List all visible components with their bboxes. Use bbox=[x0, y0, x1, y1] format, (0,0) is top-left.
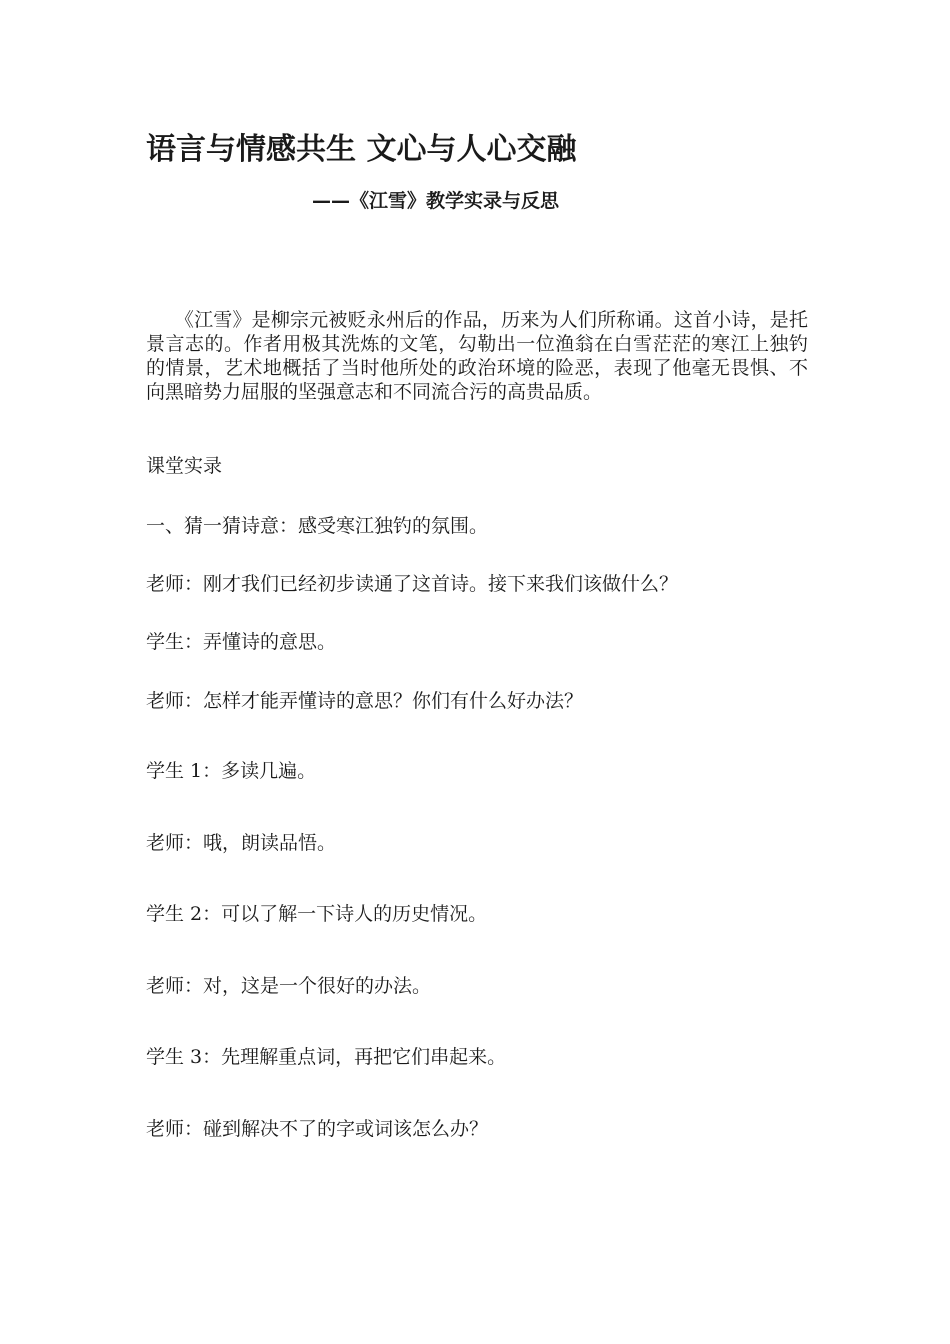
dialogue-line: 学生：弄懂诗的意思。 bbox=[146, 631, 337, 653]
dialogue-line: 老师：刚才我们已经初步读通了这首诗。接下来我们该做什么？ bbox=[146, 573, 679, 595]
part-heading: 一、猜一猜诗意：感受寒江独钓的氛围。 bbox=[146, 515, 489, 537]
dialogue-line: 老师：碰到解决不了的字或词该怎么办？ bbox=[146, 1118, 489, 1140]
dialogue-line: 老师：对，这是一个很好的办法。 bbox=[146, 975, 432, 997]
dialogue-line: 老师：哦，朗读品悟。 bbox=[146, 832, 337, 854]
dialogue-line: 老师：怎样才能弄懂诗的意思？你们有什么好办法？ bbox=[146, 690, 584, 712]
document-title: 语言与情感共生 文心与人心交融 bbox=[146, 132, 577, 167]
dialogue-line: 学生 1：多读几遍。 bbox=[146, 760, 317, 782]
section-heading: 课堂实录 bbox=[146, 455, 223, 477]
dialogue-line: 学生 2：可以了解一下诗人的历史情况。 bbox=[146, 903, 488, 925]
document-subtitle: ——《江雪》教学实录与反思 bbox=[312, 190, 560, 212]
intro-paragraph: 《江雪》是柳宗元被贬永州后的作品，历来为人们所称诵。这首小诗，是托景言志的。作者用极其洗炼的文笔，勾勒出一位渔翁在白雪茫茫的寒江上独钓的情景，艺术地概括了当时他所处的政治环境的险恶，表现了他毫无畏惧、不向黑暗势力屈服的坚强意志和不同流合污的高贵品质。 bbox=[146, 309, 808, 403]
dialogue-line: 学生 3：先理解重点词，再把它们串起来。 bbox=[146, 1046, 507, 1068]
